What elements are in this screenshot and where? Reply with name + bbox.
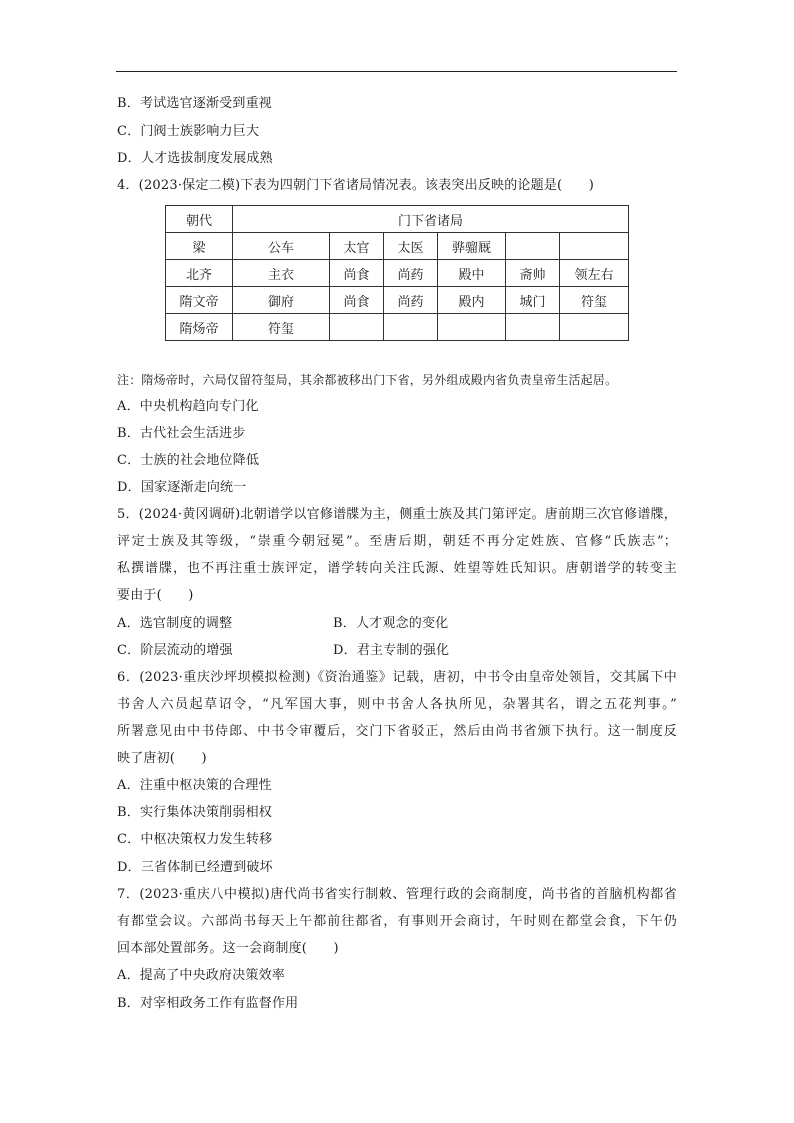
option-label: A． — [117, 616, 140, 631]
option-b[interactable] — [117, 805, 272, 821]
header-rule — [116, 71, 677, 72]
table-cell: 符玺 — [560, 287, 629, 314]
option-label: C． — [117, 832, 141, 847]
q4-table — [165, 205, 629, 341]
q4-stem: 4．(2023·保定二模)下表为四朝门下省诸局情况表。该表突出反映的论题是( ) — [117, 178, 594, 193]
option-label: A． — [117, 968, 140, 983]
table-cell: 太官 — [330, 233, 384, 260]
option-label: D． — [333, 643, 357, 658]
option-text: 阶层流动的增强 — [140, 643, 233, 658]
option-text: 国家逐渐走向统一 — [140, 480, 247, 495]
option-d[interactable] — [117, 860, 273, 876]
table-cell: 殿内 — [438, 287, 506, 314]
table-cell: 斋帅 — [506, 260, 560, 287]
option-b[interactable] — [117, 426, 246, 442]
table-cell: 城门 — [506, 287, 560, 314]
option-label: C． — [117, 643, 141, 658]
table-cell: 御府 — [233, 287, 330, 314]
q6-stem-line: 所署意见由中书侍郎、中书令审覆后，交门下省驳正，然后由尚书省颁下执行。这一制度反 — [117, 724, 677, 739]
table-row — [166, 233, 629, 260]
table-cell — [506, 233, 560, 260]
table-row — [166, 260, 629, 287]
table-cell — [330, 314, 384, 341]
option-label: D． — [117, 860, 141, 875]
option-label: A． — [117, 778, 140, 793]
option-label: B． — [333, 616, 356, 631]
table-cell — [560, 233, 629, 260]
option-label: B． — [117, 996, 140, 1011]
option-text: 士族的社会地位降低 — [140, 453, 260, 468]
q7-stem-line: 7．(2023·重庆八中模拟)唐代尚书省实行制敕、管理行政的会商制度，尚书省的首脑机构都省 — [117, 887, 677, 902]
table-cell: 北齐 — [166, 260, 233, 287]
option-text: 实行集体决策削弱相权 — [139, 805, 272, 820]
option-d[interactable] — [333, 643, 449, 659]
table-cell: 符玺 — [233, 314, 330, 341]
option-label: D． — [117, 480, 141, 495]
option-text: 三省体制已经遭到破坏 — [140, 860, 273, 875]
option-d[interactable] — [117, 480, 246, 496]
option-text: 门阀士族影响力巨大 — [140, 124, 260, 139]
q6-stem-line: 映了唐初( ) — [117, 751, 207, 766]
table-cell: 隋文帝 — [166, 287, 233, 314]
option-text: 考试选官逐渐受到重视 — [139, 96, 272, 111]
option-b[interactable] — [117, 96, 272, 112]
q5-stem-line: 私撰谱牒，也不再注重士族评定，谱学转向关注氏源、姓望等姓氏知识。唐朝谱学的转变主 — [117, 561, 677, 576]
option-label: B． — [117, 426, 140, 441]
option-text: 对宰相政务工作有监督作用 — [139, 996, 299, 1011]
option-c[interactable] — [117, 832, 272, 848]
q5-options-row — [117, 616, 232, 632]
option-label: C． — [117, 124, 141, 139]
table-cell: 殿中 — [438, 260, 506, 287]
option-c[interactable] — [117, 453, 259, 469]
option-text: 提高了中央政府决策效率 — [139, 968, 285, 983]
option-label: C． — [117, 453, 141, 468]
option-a[interactable] — [117, 399, 259, 415]
table-row — [166, 287, 629, 314]
option-label: B． — [117, 96, 140, 111]
q5-stem-line: 评定士族及其等级，“崇重今朝冠冕”。至唐后期，朝廷不再分定姓族、官修“氏族志”； — [117, 534, 677, 549]
q7-stem-line: 有都堂会议。六部尚书每天上午都前往都省，有事则开会商讨，午时则在都堂会食，下午仍 — [117, 914, 677, 929]
q6-stem-line: 书舍人六员起草诏令，“凡军国大事，则中书舍人各执所见，杂署其名，谓之五花判事。” — [117, 697, 677, 712]
table-cell: 主衣 — [233, 260, 330, 287]
table-cell — [384, 314, 438, 341]
table-cell: 太医 — [384, 233, 438, 260]
option-a[interactable] — [117, 778, 272, 794]
table-header-cell: 门下省诸局 — [233, 206, 629, 233]
table-cell: 领左右 — [560, 260, 629, 287]
option-label: A． — [117, 399, 140, 414]
option-a[interactable] — [117, 968, 285, 984]
table-cell: 尚药 — [384, 287, 438, 314]
table-cell — [560, 314, 629, 341]
q6-stem-line: 6．(2023·重庆沙坪坝模拟检测)《资治通鉴》记载，唐初，中书令由皇帝处领旨，交其属下中 — [117, 670, 677, 685]
table-cell — [438, 314, 506, 341]
option-c[interactable] — [117, 643, 233, 659]
option-d[interactable] — [117, 151, 273, 167]
table-row — [166, 314, 629, 341]
option-text: 中央机构趋向专门化 — [139, 399, 259, 414]
option-b[interactable] — [333, 616, 448, 632]
option-text: 君主专制的强化 — [356, 643, 450, 658]
option-text: 选官制度的调整 — [139, 616, 233, 631]
option-text: 古代社会生活进步 — [139, 426, 246, 441]
table-cell — [506, 314, 560, 341]
table-cell: 隋炀帝 — [166, 314, 233, 341]
option-text: 人才观念的变化 — [355, 616, 449, 631]
table-cell: 公车 — [233, 233, 330, 260]
table-header-row — [166, 206, 629, 233]
q5-stem-line: 要由于( ) — [117, 588, 194, 603]
table-cell: 尚食 — [330, 287, 384, 314]
option-b[interactable] — [117, 996, 298, 1012]
table-cell: 尚药 — [384, 260, 438, 287]
q5-stem-line: 5．(2024·黄冈调研)北朝谱学以官修谱牒为主，侧重士族及其门第评定。唐前期三次官修谱牒， — [117, 507, 677, 522]
table-cell: 梁 — [166, 233, 233, 260]
option-text: 人才选拔制度发展成熟 — [140, 151, 273, 166]
option-label: B． — [117, 805, 140, 820]
table-cell: 尚食 — [330, 260, 384, 287]
table-header-cell: 朝代 — [166, 206, 233, 233]
option-a[interactable] — [117, 616, 232, 631]
option-text: 注重中枢决策的合理性 — [139, 778, 272, 793]
option-text: 中枢决策权力发生转移 — [140, 832, 273, 847]
table-cell: 骅骝厩 — [438, 233, 506, 260]
q4-note: 注：隋炀帝时，六局仅留符玺局，其余都被移出门下省，另外组成殿内省负责皇帝生活起居。 — [117, 373, 618, 387]
option-label: D． — [117, 151, 141, 166]
q7-stem-line: 回本部处置部务。这一会商制度( ) — [117, 941, 339, 956]
option-c[interactable] — [117, 124, 259, 140]
